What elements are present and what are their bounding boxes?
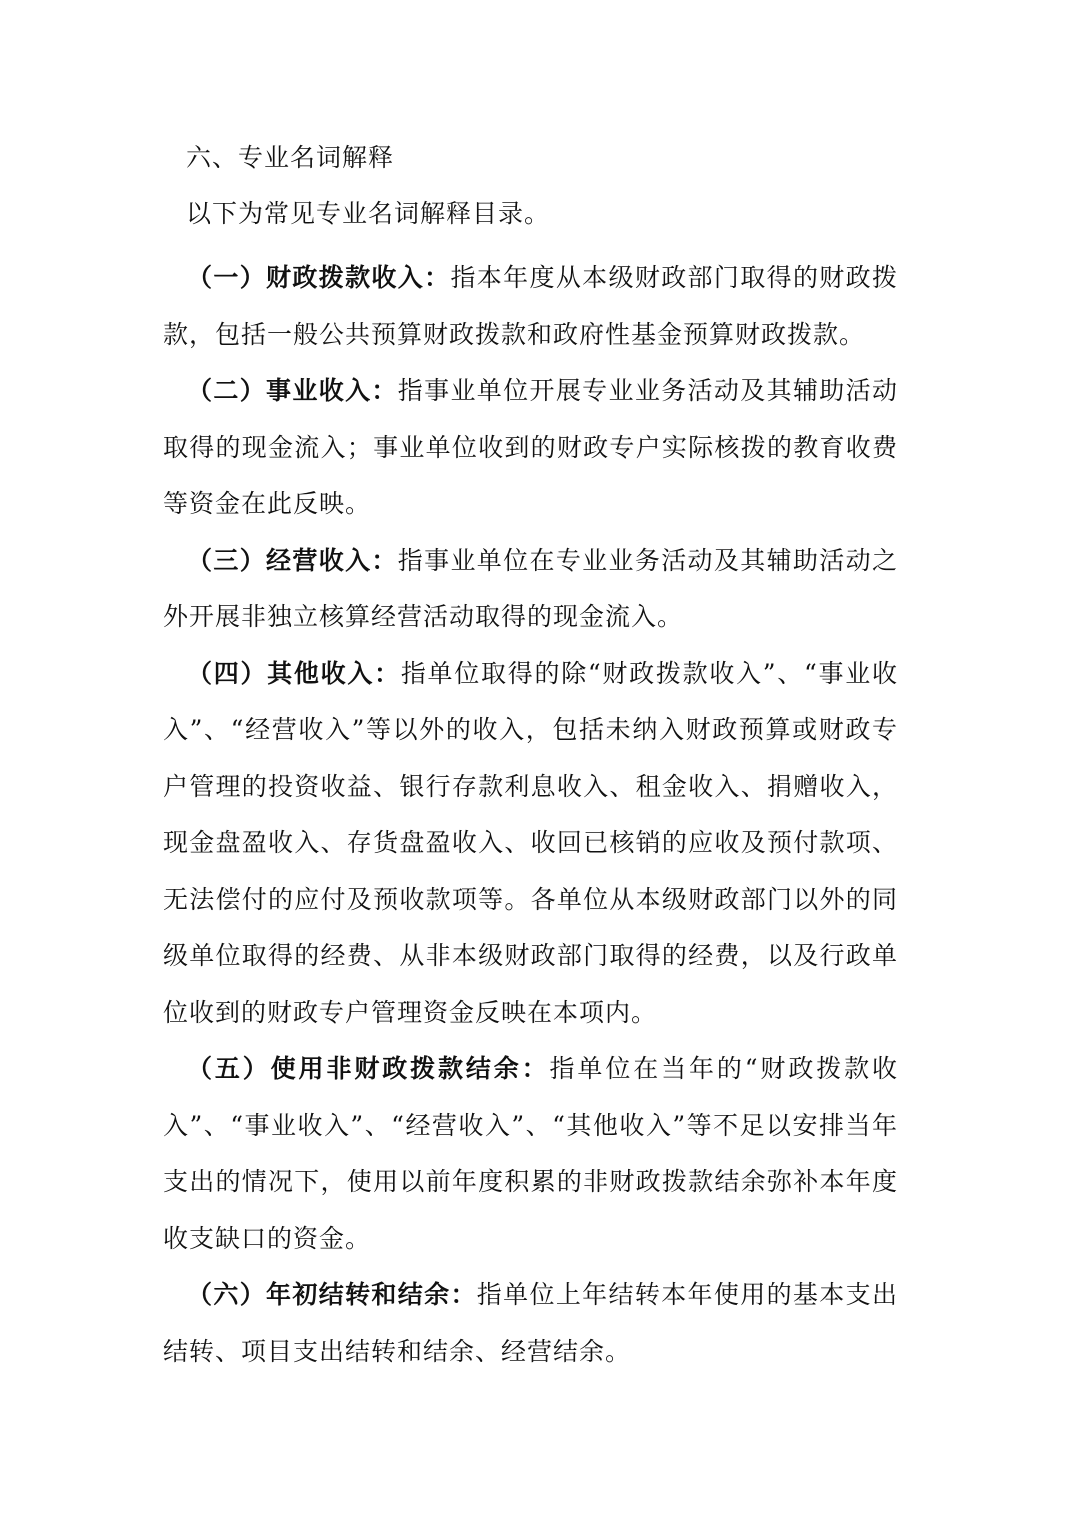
glossary-definition: 指事业单位在专业业务活动及其辅助活动之外开展非独立核算经营活动取得的现金流入。 — [163, 545, 898, 631]
glossary-definition: 指单位上年结转本年使用的基本支出结转、项目支出结转和结余、经营结余。 — [163, 1280, 898, 1366]
glossary-term: （一）财政拨款收入： — [187, 263, 451, 292]
glossary-term: （六）年初结转和结余： — [187, 1280, 477, 1309]
glossary-definition: 指本年度从本级财政部门取得的财政拨款，包括一般公共预算财政拨款和政府性基金预算财政拨款。 — [163, 263, 898, 349]
glossary-definition: 指事业单位开展专业业务活动及其辅助活动取得的现金流入；事业单位收到的财政专户实际核拨的教育收费等资金在此反映。 — [163, 376, 898, 518]
glossary-term: （五）使用非财政拨款结余： — [187, 1054, 550, 1083]
glossary-term: （二）事业收入： — [187, 376, 398, 405]
glossary-entry-other-income — [163, 646, 898, 1042]
glossary-entry-business-income — [163, 363, 898, 533]
glossary-entry-carryover-balance — [163, 1267, 898, 1380]
glossary-term: （四）其他收入： — [187, 658, 401, 688]
section-title: 六、专业名词解释 — [186, 143, 395, 172]
glossary-definition: 指单位取得的除“财政拨款收入”、“事业收入”、“经营收入”等以外的收入，包括未纳入财政预算或财政专户管理的投资收益、银行存款利息收入、租金收入、捐赠收入，现金盘盈收入、存货盘盈收入、收回已核销的应收及预付款项、无法偿付的应付及预收款项等。各单位从本级财政部门以外的同级单位取得的经费、从非本级财政部门取得的经费，以及行政单位收到的财政专户管理资金反映在本项内。 — [163, 658, 898, 1027]
intro-text: 以下为常见专业名词解释目录。 — [186, 199, 551, 228]
glossary-entry-fiscal-appropriation-income — [163, 250, 898, 363]
glossary-entry-operating-income — [163, 533, 898, 646]
glossary-definition: 指单位在当年的“财政拨款收入”、“事业收入”、“经营收入”、“其他收入”等不足以安排当年支出的情况下，使用以前年度积累的非财政拨款结余弥补本年度收支缺口的资金。 — [163, 1054, 898, 1253]
glossary-list — [163, 250, 898, 1380]
glossary-entry-non-fiscal-balance — [163, 1041, 898, 1267]
glossary-term: （三）经营收入： — [187, 545, 398, 575]
